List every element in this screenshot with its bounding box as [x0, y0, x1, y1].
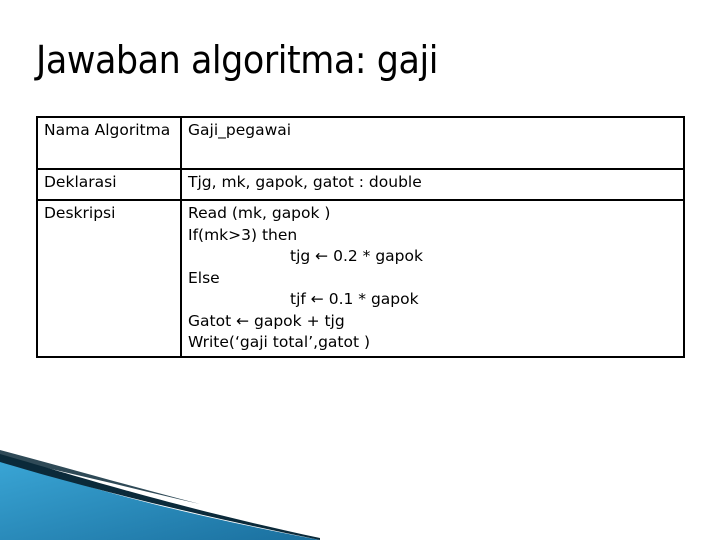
code-line-tjf-assign [188, 289, 677, 311]
code-line-read: Read (mk, gapok ) [188, 204, 331, 222]
code-text: 0.2 * gapok [328, 247, 423, 265]
table-row [37, 117, 684, 169]
table-row [37, 200, 684, 357]
row-value-deklarasi: Tjg, mk, gapok, gatot : double [181, 169, 684, 200]
code-text: gapok + tjg [249, 311, 345, 330]
page-title: Jawaban algoritma: gaji [36, 38, 438, 82]
code-text: tjf [290, 290, 311, 308]
code-line-tjg-assign [188, 246, 677, 268]
code-text: Gatot [188, 311, 237, 330]
row-label-deklarasi: Deklarasi [37, 169, 181, 200]
code-line-write: Write(‘gaji total’,gatot ) [188, 333, 371, 351]
row-value-nama-algoritma: Gaji_pegawai [181, 117, 684, 169]
row-value-deskripsi [181, 200, 684, 357]
algorithm-table [36, 116, 685, 358]
left-arrow-icon: ← [236, 311, 250, 330]
decorative-swoosh [0, 440, 320, 540]
left-arrow-icon: ← [315, 247, 329, 265]
code-line-if: If(mk>3) then [188, 225, 298, 244]
code-text: tjg [290, 247, 316, 265]
code-line-else: Else [188, 268, 220, 287]
table-row [37, 169, 684, 200]
code-line-gatot-assign [188, 311, 677, 333]
row-label-deskripsi: Deskripsi [37, 200, 181, 357]
row-label-nama-algoritma: Nama Algoritma [37, 117, 181, 169]
left-arrow-icon: ← [310, 290, 324, 308]
code-text: 0.1 * gapok [323, 290, 419, 308]
